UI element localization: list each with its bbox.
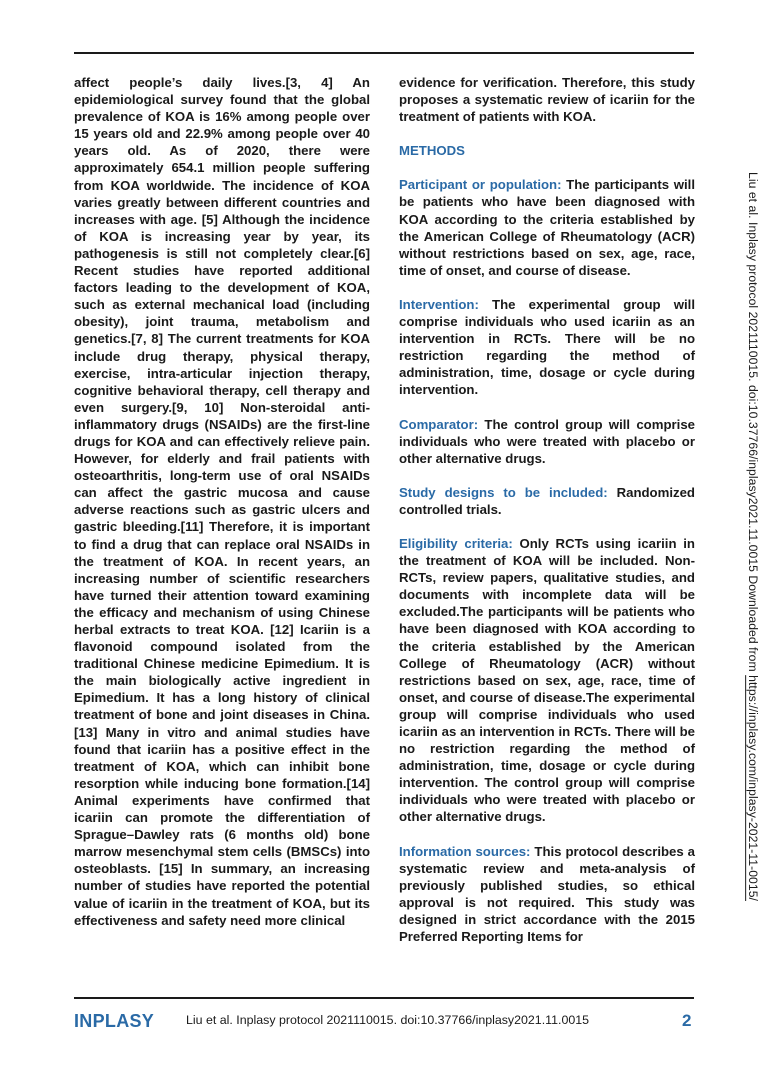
text-study-designs: Randomized controlled trials. bbox=[399, 484, 695, 517]
side-citation-text: Liu et al. Inplasy protocol 2021110015. doi:10.37766/inplasy2021.11.0015 Downloaded from bbox=[746, 172, 760, 676]
label-info-sources: Information sources: bbox=[399, 843, 531, 859]
text-comparator: The control group will comprise individuals who were treated with placebo or other alternative drugs. bbox=[399, 416, 695, 466]
page-number: 2 bbox=[682, 1011, 692, 1030]
right-column bbox=[399, 74, 695, 945]
left-column bbox=[74, 74, 370, 929]
label-intervention: Intervention: bbox=[399, 296, 479, 312]
paragraph-comparator bbox=[399, 416, 695, 467]
footer-logo: INPLASY bbox=[74, 1011, 155, 1031]
label-eligibility: Eligibility criteria: bbox=[399, 535, 513, 551]
header-rule bbox=[74, 52, 694, 54]
paragraph-study-designs bbox=[399, 484, 695, 518]
text-intervention: The experimental group will comprise individuals who used icariin as an intervention in RCTs. There will be no restriction regarding the method of administration, time, dosage or cycle during intervention. bbox=[399, 296, 695, 398]
label-comparator: Comparator: bbox=[399, 416, 479, 432]
label-participants: Participant or population: bbox=[399, 177, 562, 193]
paragraph-participants bbox=[399, 176, 695, 279]
body-paragraph-background: affect people’s daily lives.[3, 4] An epidemiological survey found that the global prevalence of KOA is 16% among people over 15 years old and 22.9% among people over 40 years old. As of 2020, there were approximately 654.1 million people suffering from KOA worldwide. The incidence of KOA varies greatly between different countries and increases with age. [5] Although the incidence of KOA is increasing year by year, its pathogenesis is still not completely clear.[6] Recent studies have reported additional factors leading to the development of KOA, such as external mechanical load (including obesity), joint trauma, metabolism and genetics.[7, 8] The current treatments for KOA include drug therapy, physical therapy, exercise, intra-articular injection therapy, cognitive behavioral therapy, cell therapy and even surgery.[9, 10] Non-steroidal anti-inflammatory drugs (NSAIDs) are the first-line drugs for KOA and can effectively relieve pain. However, for elderly and frail patients with osteoarthritis, long-term use of oral NSAIDs can affect the gastric mucosa and cause adverse reactions such as gastric ulcers and gastric bleeding.[11] Therefore, it is important to find a drug that can replace oral NSAIDs in the treatment of KOA. In recent years, an increasing number of scientific researchers have turned their attention toward examining the efficacy and mechanism of using Chinese herbal extracts to treat KOA. [12] Icariin is a flavonoid compound isolated from the traditional Chinese medicine Epimedium. It is the main biologically active ingredient in Epimedium. It has a long history of clinical treatment of bone and joint diseases in China.[13] Many in vitro and animal studies have found that icariin has a positive effect in the treatment of KOA, which can inhibit bone resorption while inducing bone formation.[14] Animal experiments have confirmed that icariin can promote the differentiation of Sprague–Dawley rats (6 months old) bone marrow mesenchymal stem cells (BMSCs) into osteoblasts. [15] In summary, an increasing number of studies have reported the potential value of icariin in the treatment of KOA, but its effectiveness and safety need more clinical bbox=[74, 75, 370, 928]
footer-rule bbox=[74, 997, 694, 999]
label-study-designs: Study designs to be included: bbox=[399, 484, 608, 500]
paragraph-eligibility bbox=[399, 535, 695, 826]
body-paragraph-intro-end: evidence for verification. Therefore, this study proposes a systematic review of icariin for the treatment of patients with KOA. bbox=[399, 75, 695, 125]
paragraph-intervention bbox=[399, 296, 695, 399]
side-citation-link[interactable]: https://inplasy.com/inplasy-2021-11-0015/ bbox=[746, 675, 760, 901]
paragraph-info-sources bbox=[399, 843, 695, 946]
section-heading-methods: METHODS bbox=[399, 143, 465, 159]
text-info-sources: This protocol describes a systematic review and meta-analysis of previously published studies, so ethical approval is not required. This study was designed in strict accordance with the 2015 Preferred Reporting Items for bbox=[399, 843, 695, 945]
text-participants: The participants will be patients who have been diagnosed with KOA according to the criteria established by the American College of Rheumatology (ACR) without restrictions based on sex, age, race, time of onset, and course of disease. bbox=[399, 177, 695, 278]
footer-citation: Liu et al. Inplasy protocol 2021110015. doi:10.37766/inplasy2021.11.0015 bbox=[186, 1013, 590, 1027]
text-eligibility: Only RCTs using icariin in the treatment of KOA will be included. Non-RCTs, review papers, qualitative studies, and documents with incomplete data will be excluded.The participants will be patients who have been diagnosed with KOA according to the criteria established by the American College of Rheumatology (ACR) without restrictions based on sex, age, race, time of onset, and course of disease.The experimental group will comprise individuals who used icariin as an intervention in RCTs. There will be no restriction regarding the method of administration, time, dosage or cycle during intervention. The control group will comprise individuals who were treated with placebo or other alternative drugs. bbox=[399, 535, 695, 825]
side-citation-note bbox=[746, 172, 760, 901]
